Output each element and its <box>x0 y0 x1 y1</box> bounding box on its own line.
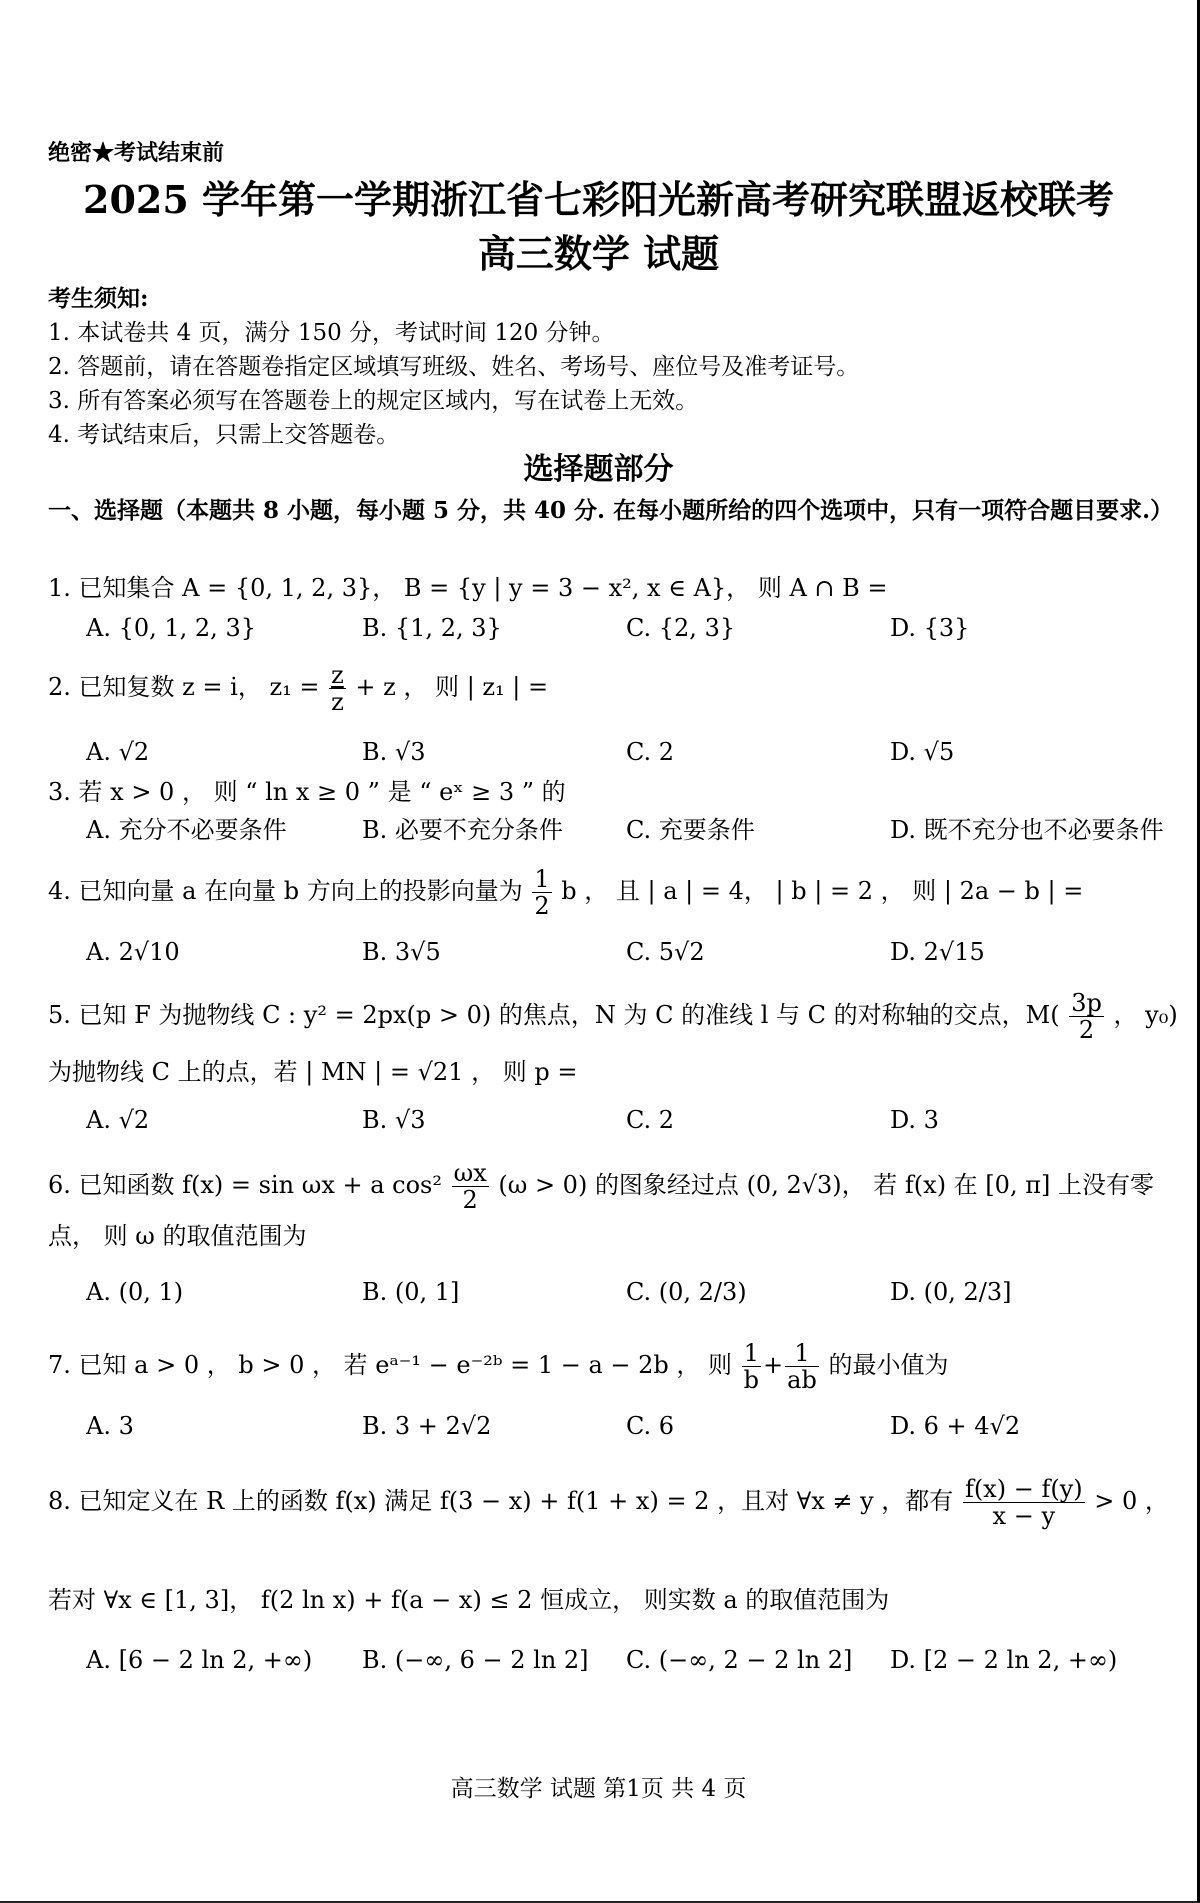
option-d: D. 既不充分也不必要条件 <box>890 816 1164 844</box>
option-b: B. (−∞, 6 − 2 ln 2] <box>362 1646 589 1674</box>
option-c: C. 2 <box>626 1106 675 1134</box>
option-b: B. √3 <box>362 1106 426 1134</box>
option-b: B. √3 <box>362 738 426 766</box>
exam-subtitle: 高三数学 试题 <box>477 231 720 276</box>
question-1-options <box>86 608 1179 648</box>
notice-item: 3. 所有答案必须写在答题卷上的规定区域内，写在试卷上无效。 <box>48 388 699 414</box>
question-2-options <box>86 732 1179 772</box>
question-4-stem: 4. 已知向量 a 在向量 b 方向上的投影向量为 $\frac{1}{2}$ b ， 且 | a | = 4， | b | = 2 ， 则 | 2a − b | = <box>48 865 1084 920</box>
option-c: C. 5√2 <box>626 938 705 966</box>
option-b: B. (0, 1] <box>362 1278 460 1306</box>
option-c: C. 充要条件 <box>626 816 755 844</box>
question-6-stem: 6. 已知函数 f(x) = sin ωx + a cos² $\frac{\omega x}{2}$ (ω > 0) 的图象经过点 (0, 2√3)， 若 f(x) 在 [0, π] 上没有零 <box>48 1159 1154 1214</box>
option-a: A. 充分不必要条件 <box>86 816 287 844</box>
question-7-options <box>86 1406 1179 1446</box>
page-footer: 高三数学 试题 第1页 共 4 页 <box>450 1776 747 1802</box>
question-5-stem-line2: 为抛物线 C 上的点，若 | MN | = √21 ， 则 p = <box>48 1058 578 1086</box>
fraction: $\frac{\omega x}{2}$ <box>453 1159 487 1214</box>
question-3-stem: 3. 若 x > 0 ， 则 “ ln x ≥ 0 ” 是 “ eˣ ≥ 3 ” 的 <box>48 778 566 806</box>
question-2-stem: 2. 已知复数 z = i， z₁ = $\frac{z}{z}$ + z ， 则 | z₁ | = <box>48 661 549 716</box>
question-8-stem-line2: 若对 ∀x ∈ [1, 3]， f(2 ln x) + f(a − x) ≤ 2 恒成立， 则实数 a 的取值范围为 <box>48 1586 890 1614</box>
option-d: D. 2√15 <box>890 938 985 966</box>
option-b: B. 3 + 2√2 <box>362 1412 492 1440</box>
exam-title: 2025 学年第一学期浙江省七彩阳光新高考研究联盟返校联考 <box>83 177 1114 222</box>
option-c: C. (0, 2/3) <box>626 1278 747 1306</box>
fraction: $\frac{1}{ab}$ <box>787 1339 817 1394</box>
option-a: A. (0, 1) <box>86 1278 184 1306</box>
question-7-stem: 7. 已知 a > 0 ， b > 0 ， 若 eᵃ⁻¹ − e⁻²ᵇ = 1 − a − 2b ， 则 $\frac{1}{b}$ + $\frac{1}{ab}$ 的最小值为 <box>48 1339 949 1394</box>
option-c: C. 2 <box>626 738 675 766</box>
fraction: $\frac{1}{2}$ <box>534 865 550 920</box>
fraction: $\frac{z}{z}$ <box>331 661 344 716</box>
question-8-stem: 8. 已知定义在 R 上的函数 f(x) 满足 f(3 − x) + f(1 + x) = 2 ，且对 ∀x ≠ y ，都有 $\frac{f(x) - f(y)}{x - y}$ > 0 ， <box>48 1475 1169 1530</box>
option-d: D. √5 <box>890 738 955 766</box>
notice-heading: 考生须知: <box>48 285 149 312</box>
option-b: B. 必要不充分条件 <box>362 816 563 844</box>
question-5-stem: 5. 已知 F 为抛物线 C : y² = 2px(p > 0) 的焦点，N 为 C 的准线 l 与 C 的对称轴的交点，M( $\frac{3p}{2}$ ， y₀) <box>48 989 1178 1044</box>
option-a: A. [6 − 2 ln 2, +∞) <box>86 1646 313 1674</box>
option-b: B. {1, 2, 3} <box>362 614 502 642</box>
option-d: D. 3 <box>890 1106 939 1134</box>
option-c: C. {2, 3} <box>626 614 736 642</box>
option-a: A. √2 <box>86 1106 150 1134</box>
section-title: 选择题部分 <box>523 452 674 487</box>
question-5-options <box>86 1100 1179 1140</box>
section-instruction: 一、选择题（本题共 8 小题，每小题 5 分，共 40 分. 在每小题所给的四个选项中，只有一项符合题目要求.） <box>48 497 1174 524</box>
option-d: D. {3} <box>890 614 970 642</box>
option-c: C. 6 <box>626 1412 675 1440</box>
option-a: A. 2√10 <box>86 938 180 966</box>
notice-item: 2. 答题前，请在答题卷指定区域填写班级、姓名、考场号、座位号及准考证号。 <box>48 354 860 380</box>
fraction: $\frac{f(x) - f(y)}{x - y}$ <box>964 1475 1083 1530</box>
question-8-options <box>86 1640 1179 1680</box>
option-a: A. 3 <box>86 1412 134 1440</box>
option-d: D. (0, 2/3] <box>890 1278 1012 1306</box>
question-4-options <box>86 932 1179 972</box>
fraction: $\frac{3p}{2}$ <box>1071 989 1102 1044</box>
option-d: D. 6 + 4√2 <box>890 1412 1021 1440</box>
option-d: D. [2 − 2 ln 2, +∞) <box>890 1646 1118 1674</box>
option-b: B. 3√5 <box>362 938 441 966</box>
notice-item: 1. 本试卷共 4 页，满分 150 分，考试时间 120 分钟。 <box>48 320 615 346</box>
question-3-options <box>86 810 1179 850</box>
question-1-stem: 1. 已知集合 A = {0, 1, 2, 3}， B = {y | y = 3 − x², x ∈ A}， 则 A ∩ B = <box>48 574 888 602</box>
notice-item: 4. 考试结束后，只需上交答题卷。 <box>48 422 400 448</box>
option-c: C. (−∞, 2 − 2 ln 2] <box>626 1646 853 1674</box>
fraction: $\frac{1}{b}$ <box>743 1339 760 1394</box>
question-6-stem-line2: 点， 则 ω 的取值范围为 <box>48 1222 307 1250</box>
option-a: A. √2 <box>86 738 150 766</box>
question-6-options <box>86 1272 1179 1312</box>
secret-mark: 绝密★考试结束前 <box>48 140 225 166</box>
option-a: A. {0, 1, 2, 3} <box>86 614 256 642</box>
